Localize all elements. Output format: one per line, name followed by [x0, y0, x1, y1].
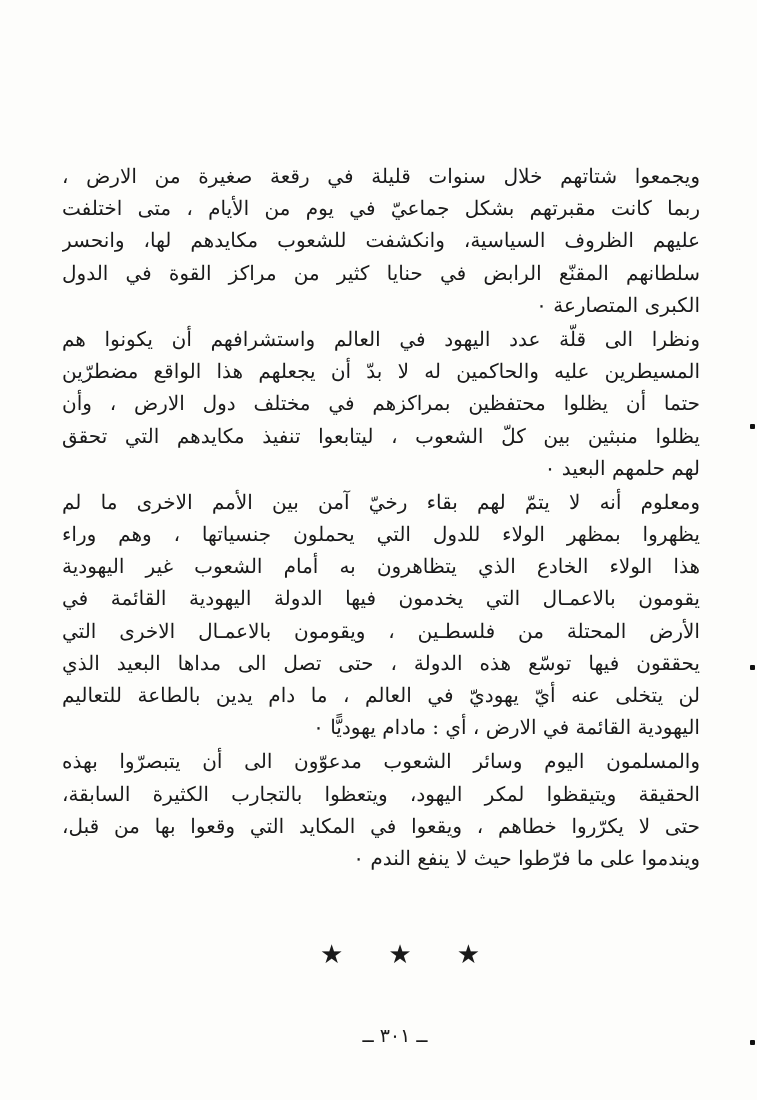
text-line: حتى لا يكرّروا خطاهم ، ويقعوا في المكايد التي وقعوا بها من قبل،	[62, 813, 700, 838]
text-line: يقومون بالاعمـال التي يخدمون فيها الدولة اليهودية القائمة في	[62, 586, 700, 611]
text-line: لهم حلمهم البعيد ٠	[544, 455, 700, 480]
scan-mark	[750, 665, 755, 670]
star-icon: ★	[388, 940, 412, 970]
text-line: عليهم الظروف السياسية، وانكشفت للشعوب مكايدهم لها، وانحسر	[62, 228, 700, 253]
text-line: المسيطرين عليه والحاكمين له لا بدّ أن يجعلهم هذا الواقع مضطرّين	[62, 359, 700, 384]
text-line: يحققون فيها توسّع هذه الدولة ، حتى تصل الى مداها البعيد الذي	[62, 650, 700, 675]
text-line: حتما أن يظلوا محتفظين بمراكزهم في مختلف دول الارض ، وأن	[62, 391, 700, 416]
text-line: ربما كانت مقبرتهم بشكل جماعيّ في يوم من الأيام ، متى اختلفت	[62, 196, 700, 221]
text-line: سلطانهم المقنّع الرابض في حنايا كثير من مراكز القوة في الدول	[62, 260, 700, 285]
text-line: الكبرى المتصارعة ٠	[536, 292, 700, 317]
section-separator	[320, 940, 480, 970]
page-number: ــ ٣٠١ ــ	[362, 1025, 428, 1047]
paragraph-4	[62, 745, 700, 874]
scan-mark	[750, 1040, 755, 1045]
body-text	[62, 160, 700, 876]
text-line: الحقيقة ويتيقظوا لمكر اليهود، ويتعظوا بالتجارب الكثيرة السابقة،	[62, 781, 700, 806]
scan-mark	[750, 424, 755, 429]
text-line: هذا الولاء الخادع الذي يتظاهرون به أمام الشعوب غير اليهودية	[62, 554, 700, 579]
text-line: يظهروا بمظهر الولاء للدول التي يحملون جنسياتها ، وهم وراء	[62, 522, 700, 547]
paragraph-2	[62, 323, 700, 484]
text-line: ونظرا الى قلّة عدد اليهود في العالم واستشرافهم أن يكونوا هم	[62, 326, 700, 351]
text-line: لن يتخلى عنه أيّ يهوديّ في العالم ، ما دام يدين بالطاعة للتعاليم	[62, 683, 700, 707]
text-line: ومعلوم أنه لا يتمّ لهم بقاء رخيّ آمن بين الأمم الاخرى ما لم	[62, 489, 700, 514]
text-line: اليهودية القائمة في الارض ، أي : مادام يهوديًّا ٠	[313, 715, 700, 740]
paragraph-3	[62, 486, 700, 744]
text-line: والمسلمون اليوم وسائر الشعوب مدعوّون الى أن يتبصرّوا بهذه	[62, 749, 700, 774]
star-icon: ★	[456, 940, 480, 970]
paragraph-1	[62, 160, 700, 321]
text-line: ويندموا على ما فرّطوا حيث لا ينفع الندم ٠	[353, 845, 700, 870]
text-line: الأرض المحتلة من فلسطـين ، ويقومون بالاعمـال الاخرى التي	[62, 618, 700, 643]
text-line: يظلوا منبثين بين كلّ الشعوب ، ليتابعوا تنفيذ مكايدهم التي تحقق	[62, 423, 700, 448]
star-icon: ★	[320, 940, 344, 970]
text-line: ويجمعوا شتاتهم خلال سنوات قليلة في رقعة صغيرة من الارض ،	[62, 164, 700, 188]
